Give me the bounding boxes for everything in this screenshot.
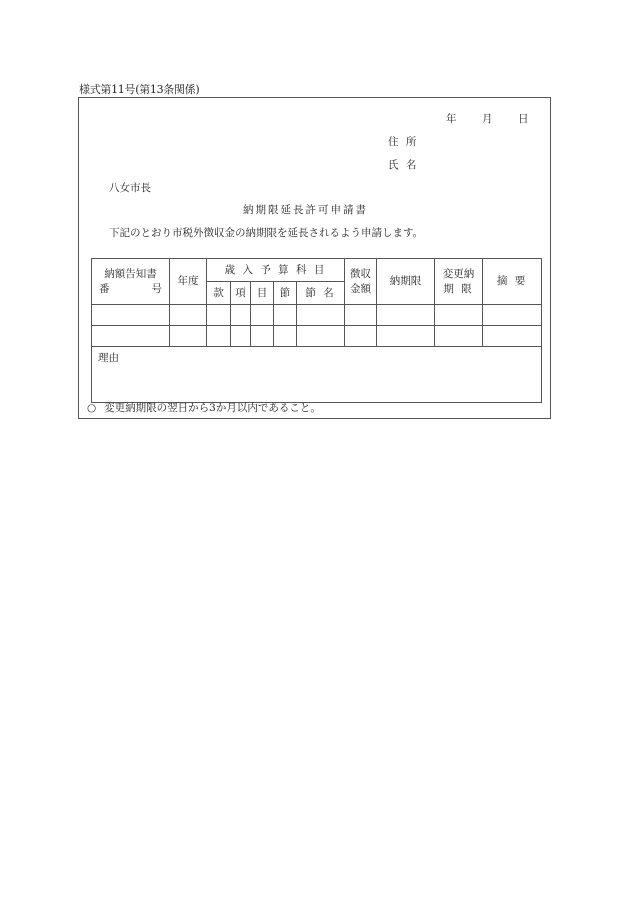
moku-cell[interactable] <box>251 305 274 326</box>
fiscal-year-cell[interactable] <box>170 326 207 347</box>
notice-number-cell[interactable] <box>92 305 170 326</box>
reason-label: 理由 <box>98 352 119 364</box>
changed-deadline-cell[interactable] <box>435 326 483 347</box>
changed-deadline-header-line2: 期 限 <box>443 282 474 295</box>
setsu-cell[interactable] <box>274 305 297 326</box>
footnote <box>87 400 321 415</box>
reason-row <box>92 347 542 403</box>
fiscal-year-header: 年度 <box>170 259 207 305</box>
circle-bullet-icon: ○ <box>87 402 97 414</box>
setsu-name-cell[interactable] <box>297 305 345 326</box>
reason-field[interactable] <box>92 347 542 403</box>
setsu-cell[interactable] <box>274 326 297 347</box>
revenue-budget-item-header: 歳 入 予 算 科 目 <box>207 259 345 282</box>
moku-cell[interactable] <box>251 326 274 347</box>
changed-deadline-header <box>435 259 483 305</box>
collection-amount-cell[interactable] <box>345 326 377 347</box>
collection-amount-header <box>345 259 377 305</box>
notice-number-header-ban: 番 <box>99 282 110 295</box>
document-title: 納期限延長許可申請書 <box>243 204 368 216</box>
kan-header: 款 <box>207 282 231 305</box>
changed-deadline-cell[interactable] <box>435 305 483 326</box>
remarks-cell[interactable] <box>483 326 542 347</box>
notice-number-header-line2 <box>92 282 169 296</box>
request-statement: 下記のとおり市税外徴収金の納期限を延長されるよう申請します。 <box>109 227 424 239</box>
collection-amount-header-line1: 徴収 <box>350 268 372 281</box>
payment-deadline-cell[interactable] <box>377 305 435 326</box>
changed-deadline-header-line1: 変更納 <box>442 268 475 281</box>
remarks-cell[interactable] <box>483 305 542 326</box>
moku-header: 目 <box>251 282 274 305</box>
table-row <box>92 326 542 347</box>
table-row <box>92 305 542 326</box>
payment-deadline-cell[interactable] <box>377 326 435 347</box>
notice-number-cell[interactable] <box>92 326 170 347</box>
date-day-label: 日 <box>518 113 529 125</box>
kou-cell[interactable] <box>231 326 251 347</box>
kou-header: 項 <box>231 282 251 305</box>
addressee: 八女市長 <box>109 182 151 194</box>
applicant-address-label: 住 所 <box>388 136 419 148</box>
collection-amount-cell[interactable] <box>345 305 377 326</box>
table-header-row <box>92 259 542 282</box>
notice-number-header <box>92 259 170 305</box>
application-table <box>91 258 542 403</box>
collection-amount-header-line2: 金額 <box>350 282 372 295</box>
footnote-text: 変更納期限の翌日から3か月以内であること。 <box>104 402 321 414</box>
date-year-label: 年 <box>446 113 457 125</box>
applicant-name-label: 氏 名 <box>388 159 419 171</box>
form-number: 様式第11号(第13条関係) <box>79 83 200 96</box>
kan-cell[interactable] <box>207 305 231 326</box>
notice-number-header-line1: 納額告知書 <box>104 268 157 281</box>
fiscal-year-cell[interactable] <box>170 305 207 326</box>
setsu-name-header: 節 名 <box>297 282 345 305</box>
kan-cell[interactable] <box>207 326 231 347</box>
setsu-name-cell[interactable] <box>297 326 345 347</box>
remarks-header: 摘 要 <box>483 259 542 305</box>
application-form-frame <box>78 97 551 419</box>
setsu-header: 節 <box>274 282 297 305</box>
payment-deadline-header: 納期限 <box>377 259 435 305</box>
notice-number-header-gou: 号 <box>151 282 162 295</box>
kou-cell[interactable] <box>231 305 251 326</box>
date-month-label: 月 <box>482 113 493 125</box>
